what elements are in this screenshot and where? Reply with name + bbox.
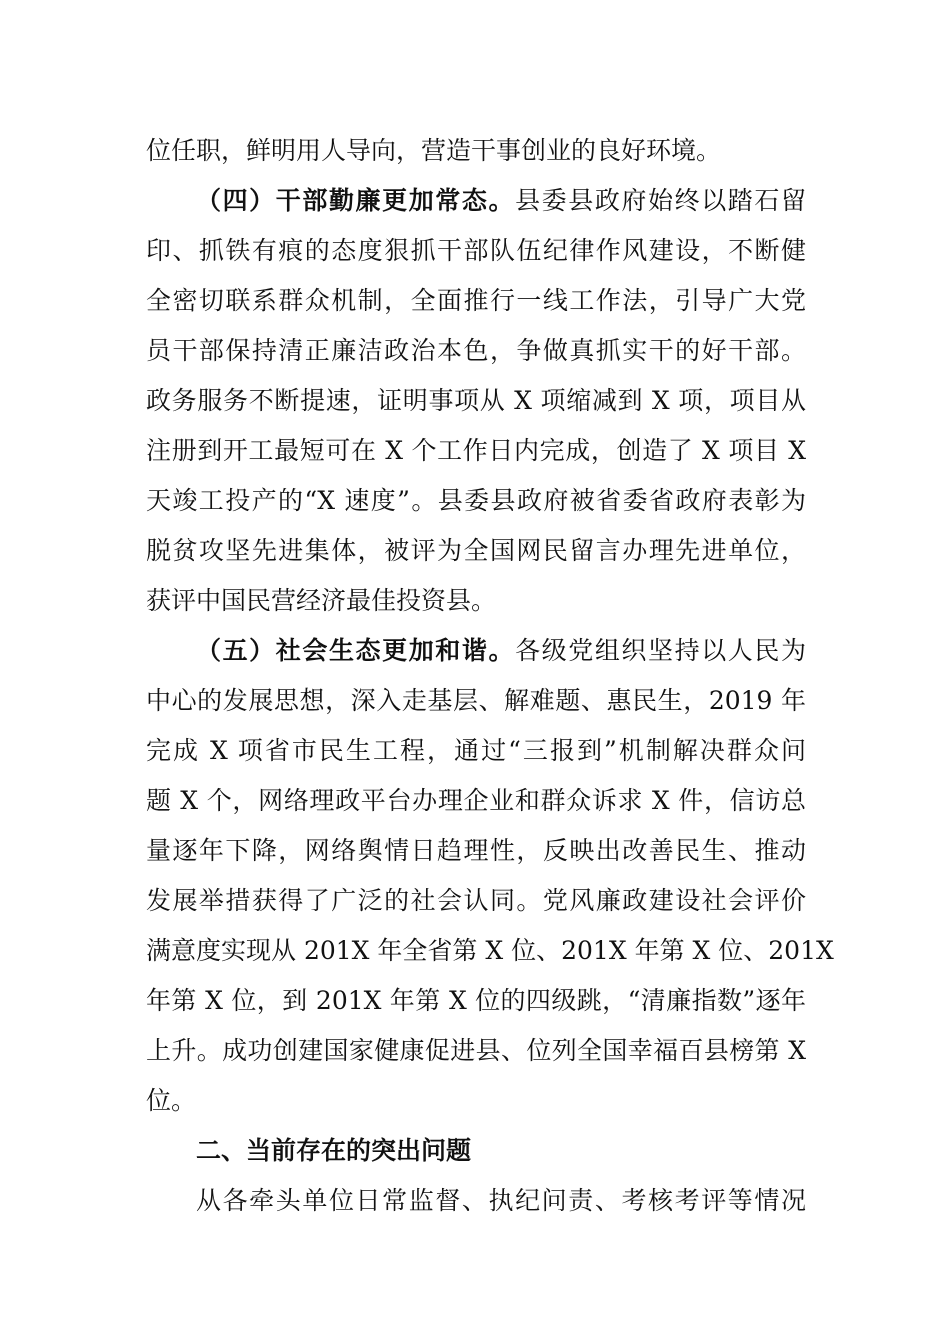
paragraph-line: 完成 X 项省市民生工程，通过“三报到”机制解决群众问: [146, 736, 806, 765]
paragraph-line: 题 X 个，网络理政平台办理企业和群众诉求 X 件，信访总: [146, 786, 806, 815]
paragraph-line: （四）干部勤廉更加常态。县委县政府始终以踏石留: [196, 186, 806, 215]
paragraph-line: 上升。成功创建国家健康促进县、位列全国幸福百县榜第 X: [146, 1036, 806, 1065]
paragraph-line: 天竣工投产的“X 速度”。县委县政府被省委省政府表彰为: [146, 486, 806, 515]
paragraph-line: 量逐年下降，网络舆情日趋理性，反映出改善民生、推动: [146, 836, 806, 865]
paragraph-line: 发展举措获得了广泛的社会认同。党风廉政建设社会评价: [146, 886, 806, 915]
paragraph-line: 年第 X 位，到 201X 年第 X 位的四级跳，“清廉指数”逐年: [146, 986, 806, 1015]
paragraph-line: 中心的发展思想，深入走基层、解难题、惠民生，2019 年: [146, 686, 806, 715]
paragraph-line: 从各牵头单位日常监督、执纪问责、考核考评等情况: [196, 1186, 806, 1215]
paragraph-line: 脱贫攻坚先进集体，被评为全国网民留言办理先进单位，: [146, 536, 806, 565]
paragraph-line: 位任职，鲜明用人导向，营造干事创业的良好环境。: [146, 136, 722, 165]
section-subheading: （五）社会生态更加和谐。: [196, 636, 516, 665]
paragraph-line: 全密切联系群众机制，全面推行一线工作法，引导广大党: [146, 286, 806, 315]
paragraph-line: 满意度实现从 201X 年全省第 X 位、201X 年第 X 位、201X: [146, 936, 834, 965]
paragraph-line: 政务服务不断提速，证明事项从 X 项缩减到 X 项，项目从: [146, 386, 806, 415]
paragraph-line: 印、抓铁有痕的态度狠抓干部队伍纪律作风建设，不断健: [146, 236, 806, 265]
paragraph-line: 获评中国民营经济最佳投资县。: [146, 586, 497, 615]
paragraph-line: （五）社会生态更加和谐。各级党组织坚持以人民为: [196, 636, 806, 665]
paragraph-line: 位。: [146, 1086, 197, 1115]
section-heading: 二、当前存在的突出问题: [196, 1136, 472, 1165]
paragraph-line: 员干部保持清正廉洁政治本色，争做真抓实干的好干部。: [146, 336, 806, 365]
section-subheading: （四）干部勤廉更加常态。: [196, 186, 516, 215]
paragraph-line: 注册到开工最短可在 X 个工作日内完成，创造了 X 项目 X: [146, 436, 806, 465]
